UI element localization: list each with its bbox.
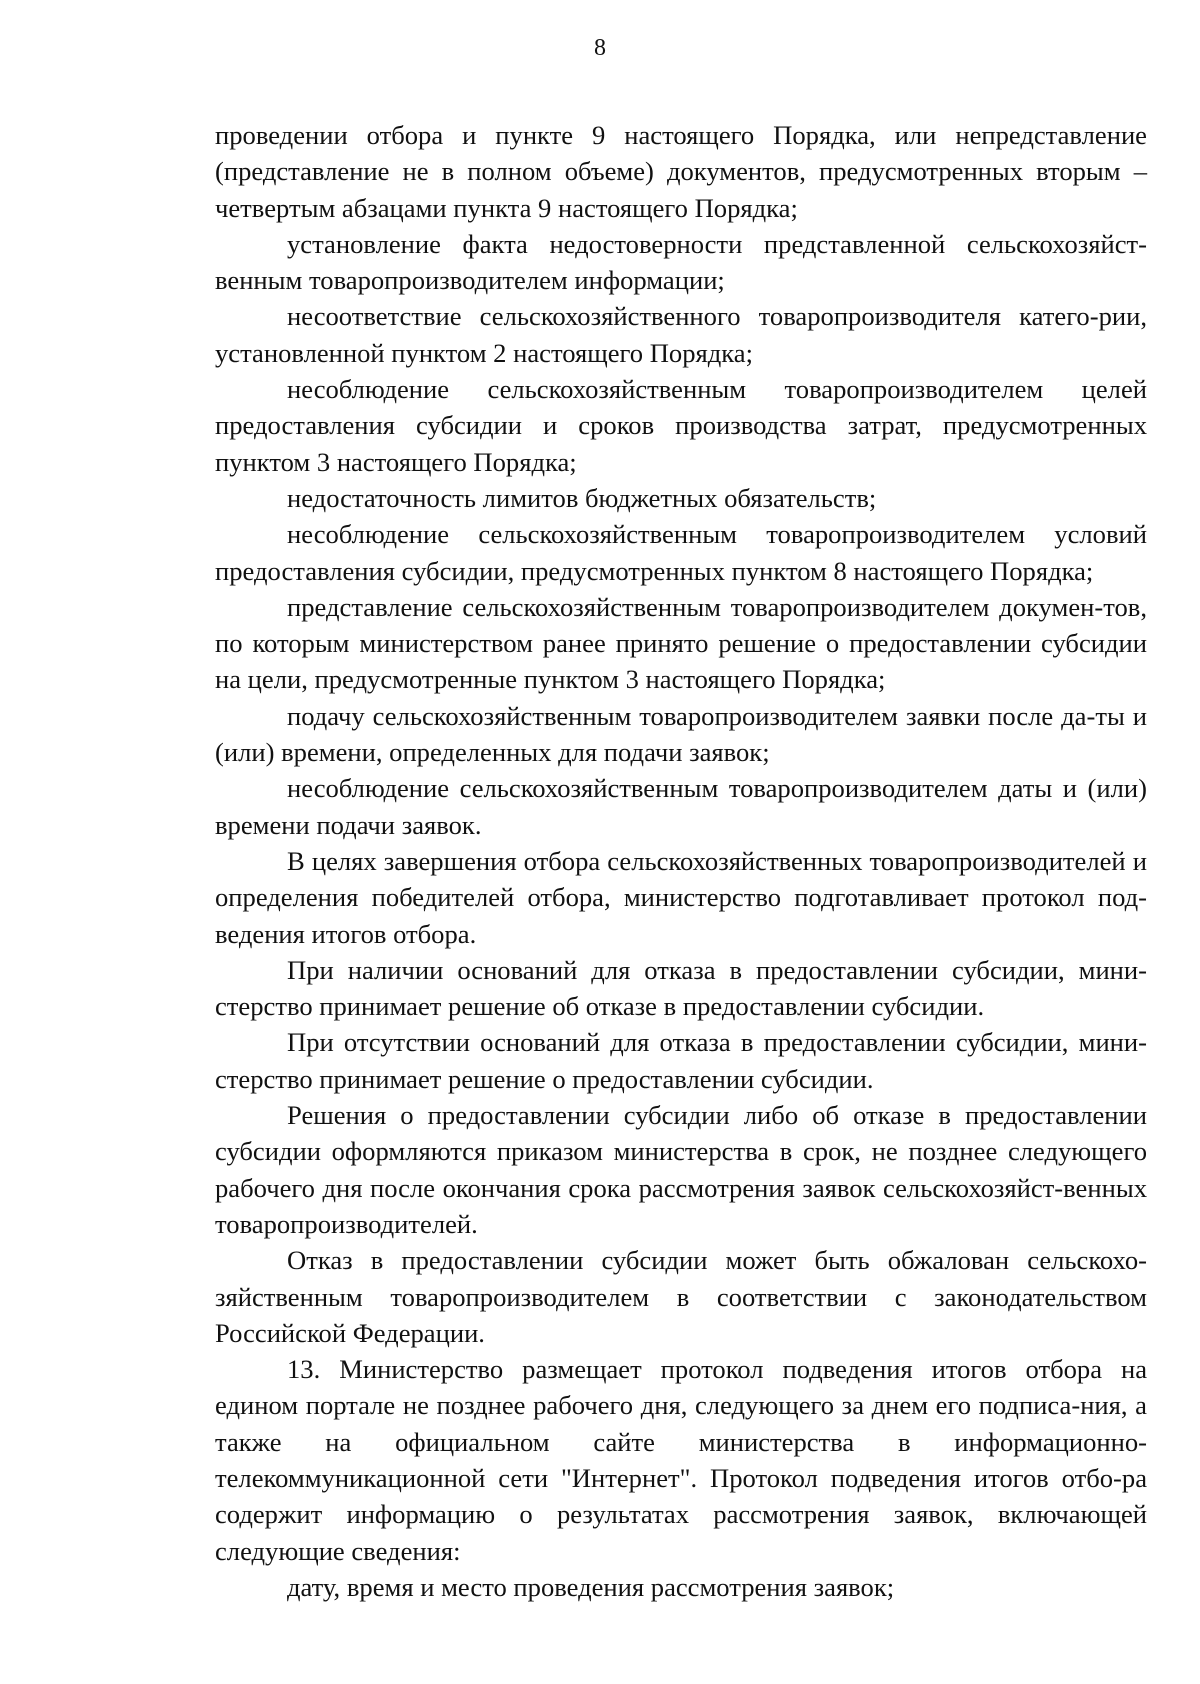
paragraph: несоблюдение сельскохозяйственным товаропроизводителем целей предоставления субсидии и сроков производства затрат, предусмотренных пунктом 3 настоящего Порядка;: [215, 374, 1147, 477]
paragraph: В целях завершения отбора сельскохозяйственных товаропроизводителей и определения победителей отбора, министерство подготавливает протокол под-ведения итогов отбора.: [215, 845, 1147, 949]
paragraph: недостаточность лимитов бюджетных обязательств;: [287, 482, 877, 513]
paragraph: несоблюдение сельскохозяйственным товаропроизводителем условий предоставления субсидии, предусмотренных пунктом 8 настоящего Порядка;: [215, 519, 1147, 586]
paragraph: проведении отбора и пункте 9 настоящего Порядка, или непредставление (представление не в полном объеме) документов, предусмотренных вторым – четвертым абзацами пункта 9 настоящего Порядка;: [215, 120, 1147, 223]
paragraph: несоблюдение сельскохозяйственным товаропроизводителем даты и (или) времени подачи заявок.: [215, 773, 1147, 840]
paragraph: несоответствие сельскохозяйственного товаропроизводителя катего-рии, установленной пунктом 2 настоящего Порядка;: [215, 301, 1147, 368]
paragraph: При наличии оснований для отказа в предоставлении субсидии, мини-стерство принимает решение об отказе в предоставлении субсидии.: [215, 954, 1147, 1022]
paragraph: 13. Министерство размещает протокол подведения итогов отбора на едином портале не позднее рабочего дня, следующего за днем его подписа-ния, а также на официальном сайте министерства в информационно-телекоммуникационной сети "Интернет". Протокол подведения итогов отбо-ра содержит информацию о результатах рассмотрения заявок, включающей следующие сведения:: [215, 1354, 1147, 1566]
document-body: [215, 117, 1147, 1605]
paragraph: дату, время и место проведения рассмотрения заявок;: [287, 1571, 895, 1602]
paragraph: подачу сельскохозяйственным товаропроизводителем заявки после да-ты и (или) времени, определенных для подачи заявок;: [215, 700, 1147, 768]
paragraph: При отсутствии оснований для отказа в предоставлении субсидии, мини-стерство принимает решение о предоставлении субсидии.: [215, 1027, 1147, 1094]
paragraph: установление факта недостоверности представленной сельскохозяйст-венным товаропроизводителем информации;: [215, 228, 1147, 296]
page-number: 8: [594, 35, 606, 61]
paragraph: представление сельскохозяйственным товаропроизводителем докумен-тов, по которым министерством ранее принято решение о предоставлении субсидии на цели, предусмотренные пунктом 3 настоящего Порядка;: [215, 591, 1147, 695]
paragraph: Решения о предоставлении субсидии либо об отказе в предоставлении субсидии оформляются приказом министерства в срок, не позднее следующего рабочего дня после окончания срока рассмотрения заявок сельскохозяйст-венных товаропроизводителей.: [215, 1100, 1147, 1239]
paragraph: Отказ в предоставлении субсидии может быть обжалован сельскохо-зяйственным товаропроизводителем в соответствии с законодательством Российской Федерации.: [215, 1245, 1147, 1348]
